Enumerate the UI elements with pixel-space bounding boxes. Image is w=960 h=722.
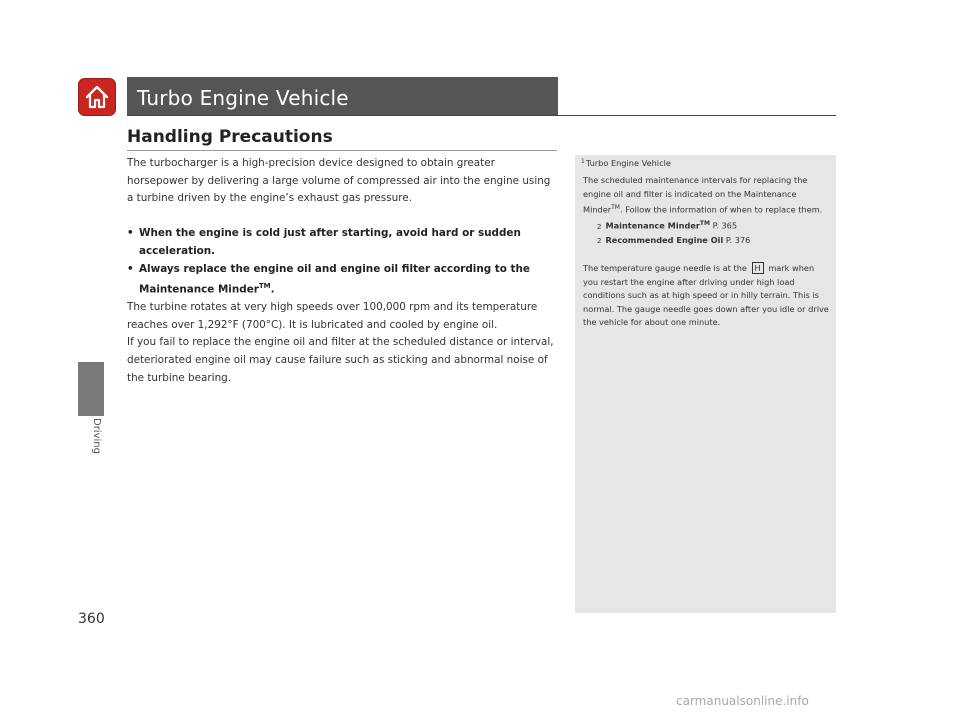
- intro-paragraph: The turbocharger is a high-precision device designed to obtain greater horsepower by delivering a large volume of compressed air into the engine using a turbine driven by the engine’s exhaust gas pressure.: [127, 157, 551, 205]
- trademark-mark: TM: [699, 220, 710, 228]
- section-tab[interactable]: [78, 362, 104, 416]
- xref-maintenance-minder[interactable]: [583, 217, 829, 234]
- note-text: The scheduled maintenance intervals for replacing the engine oil and filter is indicated on the Maintenance Minder: [583, 175, 808, 215]
- xref-page: P. 376: [725, 235, 751, 246]
- home-icon: [84, 84, 110, 110]
- heading-divider: [127, 150, 557, 151]
- home-button[interactable]: [78, 78, 116, 116]
- main-content: [127, 155, 559, 387]
- bullet-end: .: [270, 283, 275, 296]
- failure-paragraph: If you fail to replace the engine oil and filter at the scheduled distance or interval, deteriorated engine oil may cause failure such as sticking and abnormal noise of the turbine bearing.: [127, 336, 554, 384]
- note-text: mark when you restart the engine after driving under high load conditions such as at high speed or in hilly terrain. This is normal. The gauge needle goes down after you idle or drive the vehicle for about one minute.: [583, 263, 829, 328]
- h-mark-icon: H: [752, 262, 764, 274]
- xref-arrow-icon: 2: [597, 222, 602, 231]
- note-title: Turbo Engine Vehicle: [585, 158, 671, 168]
- xref-label: Maintenance Minder: [605, 220, 700, 231]
- xref-recommended-engine-oil[interactable]: [583, 234, 829, 249]
- xref-arrow-icon: 2: [597, 237, 602, 246]
- note-header: [581, 158, 671, 168]
- watermark: carmanualsonline.info: [676, 694, 809, 708]
- bullet-dot: •: [127, 227, 134, 240]
- bullet-item: [127, 225, 559, 260]
- trademark-mark: TM: [611, 204, 620, 211]
- note-text: . Follow the information of when to replace them.: [619, 204, 823, 215]
- bullet-text: When the engine is cold just after starting, avoid hard or sudden acceleration.: [139, 227, 521, 257]
- note-paragraph: [583, 174, 829, 217]
- bullet-dot: •: [127, 262, 134, 275]
- section-heading: Handling Precautions: [127, 127, 333, 147]
- page-title: Turbo Engine Vehicle: [137, 86, 349, 110]
- page-number: 360: [78, 611, 105, 627]
- bullet-item: [127, 261, 559, 300]
- trademark-mark: TM: [258, 282, 271, 291]
- note-number: 1: [581, 158, 585, 165]
- bullet-text: Always replace the engine oil and engine oil filter according to the Maintenance Minder: [139, 262, 530, 296]
- note-body: [583, 174, 829, 330]
- note-paragraph: [583, 262, 829, 330]
- turbine-paragraph: The turbine rotates at very high speeds over 100,000 rpm and its temperature reaches over 1,292°F (700°C). It is lubricated and cooled by engine oil.: [127, 301, 538, 331]
- xref-page: P. 365: [712, 220, 738, 231]
- title-divider: [127, 115, 836, 116]
- title-bar: [127, 77, 558, 115]
- note-box: [575, 155, 836, 613]
- note-text: The temperature gauge needle is at the: [583, 263, 747, 274]
- xref-label: Recommended Engine Oil: [605, 235, 724, 246]
- section-label: Driving: [91, 418, 102, 454]
